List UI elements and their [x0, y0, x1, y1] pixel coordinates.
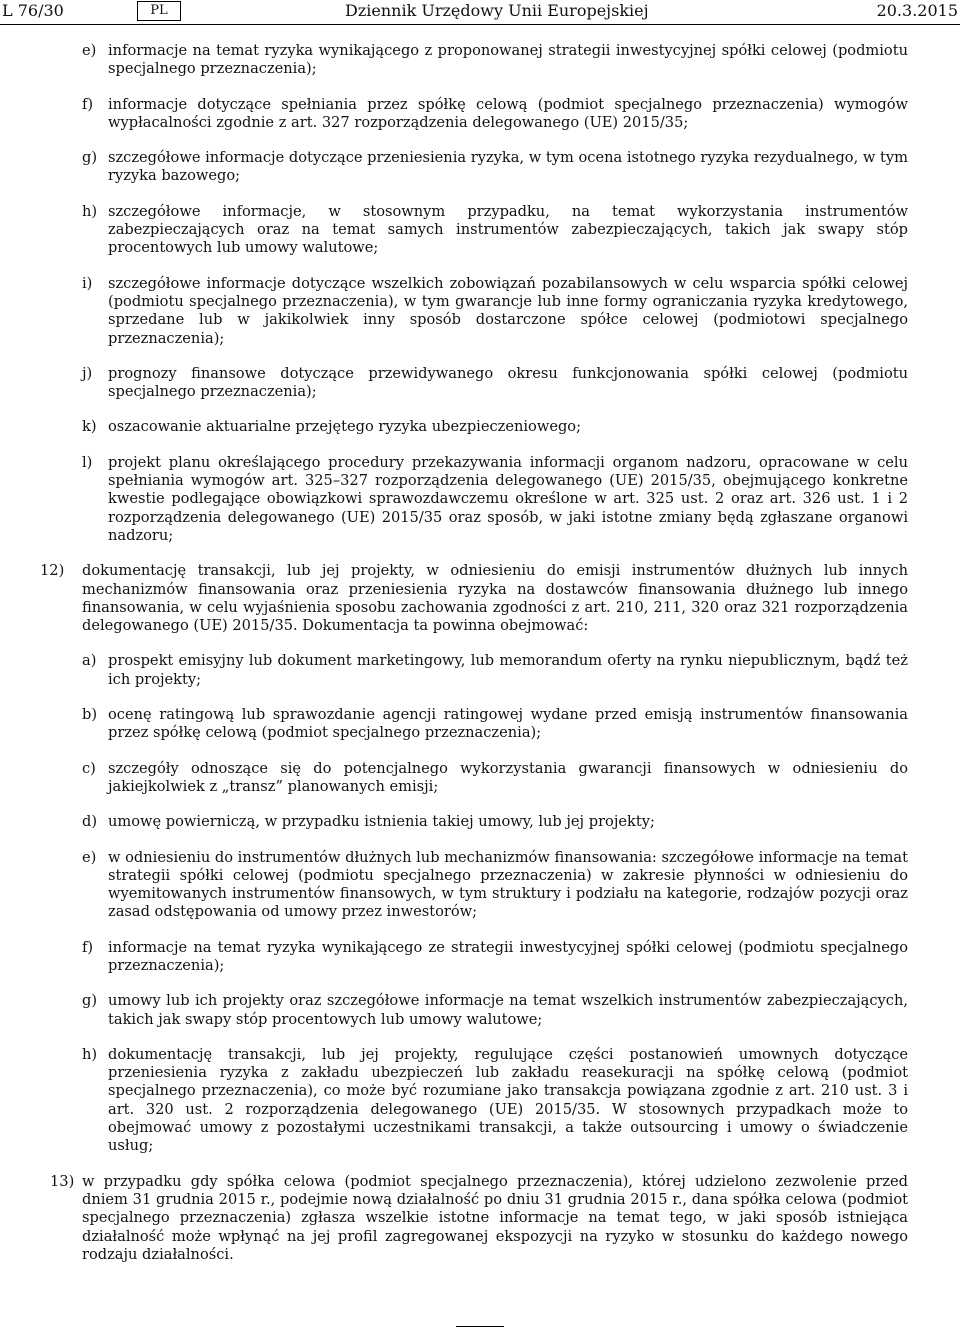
list-item-text: umowy lub ich projekty oraz szczegółowe informacje na temat wszelkich instrumentów zabezpieczających, takich jak swapy stóp procentowych lub umowy walutowe;	[108, 992, 908, 1028]
footer-divider	[456, 1326, 504, 1327]
page-header	[0, 0, 960, 24]
list-item-text: szczegóły odnoszące się do potencjalnego wykorzystania gwarancji finansowych w odniesieniu do jakiejkolwiek z „transz” planowanych emisji;	[108, 759, 908, 795]
point-text: dokumentację transakcji, lub jej projekty, w odniesieniu do emisji instrumentów dłużnych lub innych mechanizmów finansowania oraz przeniesienia ryzyka na dostawców finansowania dłużnego lub innego finansowania, w celu wyjaśnienia sposobu zachowania zgodności z art. 210, 211, 320 oraz 321 rozporządzenia delegowanego (UE) 2015/35. Dokumentacja ta powinna obejmować:	[82, 562, 908, 635]
list-item-text: projekt planu określającego procedury przekazywania informacji organom nadzoru, opracowane w celu spełniania wymogów art. 325–327 rozporządzenia delegowanego (UE) 2015/35, obejmującego konkretne kwestie podlegające obowiązkowi sprawozdawczemu określone w art. 325 ust. 2 oraz art. 326 ust. 1 i 2 rozporządzenia delegowanego (UE) 2015/35 oraz sposób, w jaki istotne zmiany będą zgłaszane organowi nadzoru;	[108, 453, 908, 544]
list-item	[0, 706, 960, 743]
point-text: w przypadku gdy spółka celowa (podmiot specjalnego przeznaczenia), której udzielono zezwolenie przed dniem 31 grudnia 2015 r., podejmie nową działalność po dniu 31 grudnia 2015 r., dana spółka celowa (podmiot specjalnego przeznaczenia) zgłasza wszelkie istotne informacje na temat tego, w jaki sposób istniejąca działalność może wpłynąć na jej profil zagregowanej ekspozycji na ryzyko w stosunku do każdego nowego rodzaju działalności.	[82, 1172, 908, 1263]
list-item-label: g)	[82, 149, 98, 167]
list-item	[0, 454, 960, 545]
list-item-label: d)	[82, 813, 98, 831]
list-item	[0, 365, 960, 402]
list-item-text: informacje dotyczące spełniania przez spółkę celową (podmiot specjalnego przeznaczenia) wymogów wypłacalności zgodnie z art. 327 rozporządzenia delegowanego (UE) 2015/35;	[108, 95, 908, 131]
list-item	[0, 203, 960, 258]
list-item	[0, 1046, 960, 1156]
list-item-label: f)	[82, 938, 94, 956]
list-item	[0, 849, 960, 922]
list-item-text: oszacowanie aktuarialne przejętego ryzyka ubezpieczeniowego;	[108, 418, 581, 436]
point-number: 12)	[40, 562, 65, 580]
page-number: L 76/30	[2, 1, 64, 20]
list-item	[0, 760, 960, 797]
list-item-text: szczegółowe informacje dotyczące wszelkich zobowiązań pozabilansowych w celu wsparcia spółki celowej (podmiotu specjalnego przeznaczenia), w tym gwarancje lub inne formy ograniczania ryzyka kredytowego, sprzedane lub w jakikolwiek inny sposób dostarczone spółce celowej (podmiotowi specjalnego przeznaczenia);	[108, 274, 908, 347]
list-item-label: h)	[82, 1045, 98, 1063]
document-body	[0, 42, 960, 1281]
list-item	[0, 418, 960, 436]
list-item	[0, 652, 960, 689]
list-item	[0, 813, 960, 831]
list-item-label: a)	[82, 652, 97, 670]
publication-date: 20.3.2015	[876, 1, 958, 20]
list-item-text: umowę powierniczą, w przypadku istnienia takiej umowy, lub jej projekty;	[108, 813, 655, 831]
list-item-label: b)	[82, 706, 98, 724]
list-item	[0, 275, 960, 348]
list-item-label: c)	[82, 759, 96, 777]
list-item	[0, 96, 960, 133]
header-divider	[0, 24, 960, 25]
list-item-text: informacje na temat ryzyka wynikającego ze strategii inwestycyjnej spółki celowej (podmiotu specjalnego przeznaczenia);	[108, 938, 908, 974]
list-item-text: ocenę ratingową lub sprawozdanie agencji ratingowej wydane przed emisją instrumentów finansowania przez spółkę celową (podmiot specjalnego przeznaczenia);	[108, 706, 908, 742]
list-item	[0, 42, 960, 79]
list-item-text: w odniesieniu do instrumentów dłużnych lub mechanizmów finansowania: szczegółowe informacje na temat strategii spółki celowej (podmiotu specjalnego przeznaczenia) w zakresie płynności w odniesieniu do wyemitowanych instrumentów finansowych, w tym struktury i podziału na kategorie, rodzajów pozycji oraz zasad odstępowania od umowy przez inwestorów;	[108, 848, 908, 921]
list-item-text: informacje na temat ryzyka wynikającego z proponowanej strategii inwestycyjnej spółki celowej (podmiotu specjalnego przeznaczenia);	[108, 42, 908, 78]
list-item-text: prospekt emisyjny lub dokument marketingowy, lub memorandum oferty na rynku niepublicznym, bądź też ich projekty;	[108, 652, 908, 688]
list-item	[0, 992, 960, 1029]
list-item-label: l)	[82, 453, 93, 471]
list-item-text: szczegółowe informacje, w stosownym przypadku, na temat wykorzystania instrumentów zabezpieczających oraz na temat samych instrumentów zabezpieczających, takich jak swapy stóp procentowych lub umowy walutowe;	[108, 202, 908, 257]
list-item-label: e)	[82, 42, 97, 59]
list-item-label: j)	[82, 364, 93, 382]
list-item-text: szczegółowe informacje dotyczące przeniesienia ryzyka, w tym ocena istotnego ryzyka rezydualnego, w tym ryzyka bazowego;	[108, 149, 908, 185]
list-item-text: prognozy finansowe dotyczące przewidywanego okresu funkcjonowania spółki celowej (podmiotu specjalnego przeznaczenia);	[108, 364, 908, 401]
point-number: 13)	[50, 1172, 75, 1190]
list-item-label: h)	[82, 202, 98, 220]
language-badge: PL	[137, 1, 181, 21]
numbered-point-13	[0, 1173, 960, 1264]
numbered-point-12	[0, 562, 960, 635]
list-item	[0, 149, 960, 186]
list-item-text: dokumentację transakcji, lub jej projekty, regulujące części postanowień umownych dotyczące przeniesienia ryzyka z zakładu ubezpieczeń lub zakładu reasekuracji na spółkę celową (podmiot specjalnego przeznaczenia), co może być rozumiane jako transakcja powiązana zgodnie z art. 210 ust. 3 i art. 320 ust. 2 rozporządzenia delegowanego (UE) 2015/35. W stosownych przypadkach może to obejmować umowy z pozostałymi uczestnikami transakcji, a także outsourcing i umowy o świadczenie usług;	[108, 1045, 908, 1155]
list-item	[0, 939, 960, 976]
list-item-label: i)	[82, 274, 93, 292]
list-item-label: f)	[82, 95, 94, 113]
journal-title: Dziennik Urzędowy Unii Europejskiej	[345, 1, 649, 20]
list-item-label: g)	[82, 992, 98, 1010]
list-item-label: e)	[82, 848, 97, 866]
list-item-label: k)	[82, 418, 97, 436]
